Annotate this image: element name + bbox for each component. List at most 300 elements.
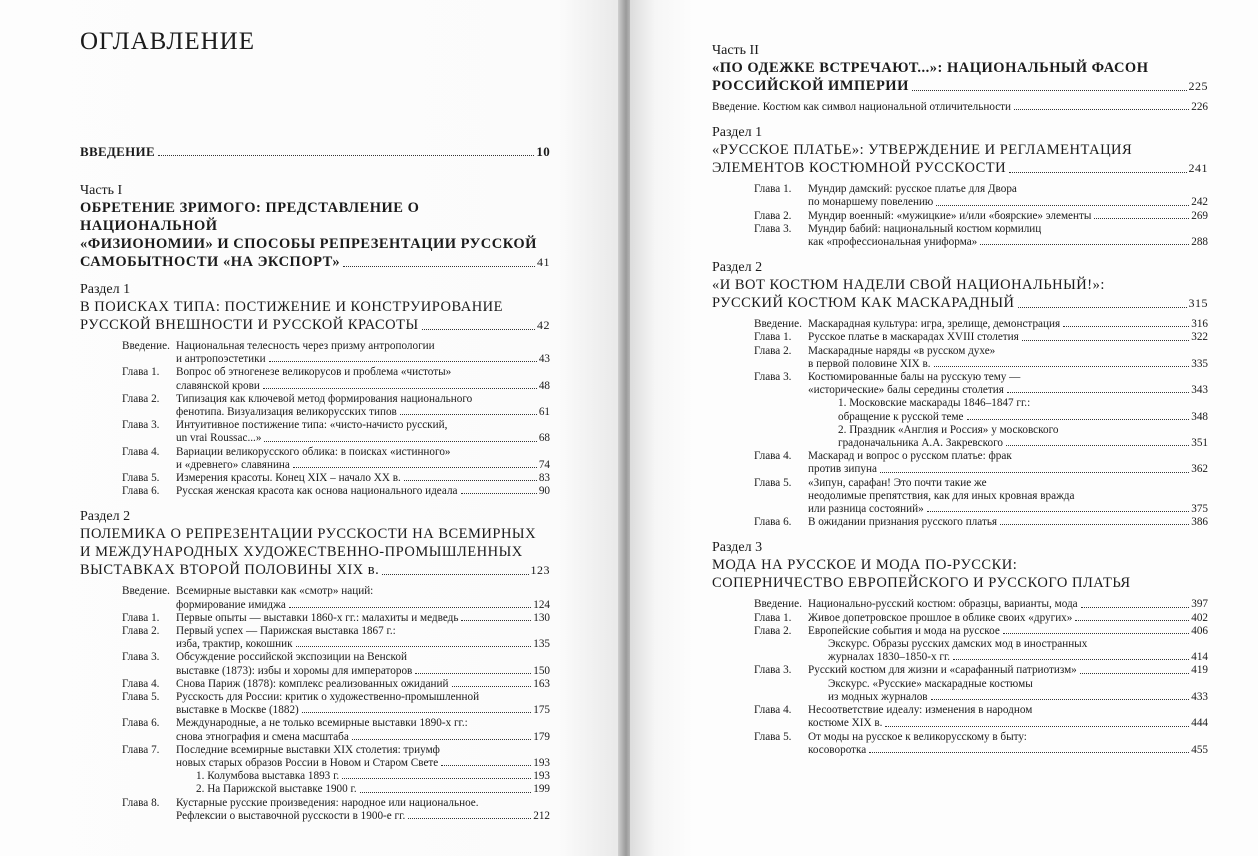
toc-line	[808, 196, 1208, 209]
entry-body	[176, 691, 550, 717]
entry-text: РУССКОЙ ВНЕШНОСТИ И РУССКОЙ КРАСОТЫ	[80, 317, 419, 333]
entry-text: Введение. Костюм как символ национальной отличительности	[712, 101, 1012, 113]
leader-dots	[1014, 109, 1189, 110]
entry-text: Русское платье в маскарадах XVIII столетия	[808, 331, 1019, 344]
entry-label: Введение.	[122, 340, 170, 352]
entry-label: Глава 5.	[754, 476, 792, 489]
entry-body	[176, 393, 550, 419]
page-number: 175	[533, 704, 550, 717]
entry-label	[122, 770, 176, 783]
leader-dots	[441, 765, 531, 766]
entry-body	[176, 340, 550, 366]
toc-line	[838, 411, 1208, 424]
part-2	[712, 42, 1208, 114]
entry-text: в первой половине XIX в.	[808, 357, 931, 370]
toc-line	[176, 757, 550, 770]
leader-dots	[1081, 607, 1190, 608]
leader-dots	[352, 739, 531, 740]
page-number: 10	[536, 144, 550, 159]
entry-label: Глава 5.	[754, 730, 792, 743]
entry-text: От моды на русское к великорусскому в быту:	[808, 730, 1027, 743]
toc-line	[808, 318, 1208, 331]
entry-label: Глава 6.	[122, 717, 160, 730]
leader-dots	[302, 712, 531, 713]
entry-text: против зипуна	[808, 463, 877, 476]
leader-dots	[934, 366, 1190, 367]
heading-line: «И ВОТ КОСТЮМ НАДЕЛИ СВОЙ НАЦИОНАЛЬНЫЙ!»:	[712, 277, 1105, 294]
entry-label: Глава 3.	[122, 651, 160, 664]
entry-body	[808, 345, 1208, 371]
page-number: 406	[1191, 624, 1208, 637]
toc-entry[interactable]	[754, 331, 1208, 344]
entry-label: Введение.	[122, 585, 170, 598]
entry-body	[808, 731, 1208, 757]
entry-text: Снова Париж (1878): комплекс реализованных ожиданий	[176, 677, 449, 690]
section-heading[interactable]	[712, 556, 1208, 592]
toc-line	[176, 353, 550, 366]
entry-text: Последние всемирные выставки XIX столетия: триумф	[176, 743, 440, 756]
leader-dots	[461, 493, 537, 494]
entry-text: Костюмированные балы на русскую тему —	[808, 371, 1021, 384]
leader-dots	[422, 329, 535, 330]
entry-text: Вопрос об этногенезе великорусов и проблема «чистоты»	[176, 366, 452, 379]
entry-label: Глава 6.	[122, 485, 160, 498]
leader-dots	[404, 480, 537, 481]
page-number: 343	[1191, 384, 1208, 397]
entry-label: Глава 3.	[754, 222, 792, 235]
leader-dots	[980, 244, 1189, 245]
entry-label: Глава 4.	[122, 677, 160, 690]
entry-text: Экскурс. «Русские» маскарадные костюмы	[828, 677, 1033, 690]
entry-label: Глава 8.	[122, 796, 160, 809]
entry-text: фенотипа. Визуализация великорусских типов	[176, 406, 397, 419]
page-number: 402	[1191, 611, 1208, 624]
entry-text: снова этнография и смена масштаба	[176, 730, 349, 743]
page-number: 123	[530, 563, 550, 578]
entry-body	[176, 612, 550, 625]
entry-body	[808, 331, 1208, 344]
page-number: 335	[1191, 357, 1208, 370]
toc-entry[interactable]	[754, 345, 1208, 371]
entry-text: градоначальника А.А. Закревского	[838, 437, 1003, 450]
entry-text: Живое допетровское прошлое в облике своих «других»	[808, 611, 1073, 624]
entry-body	[808, 612, 1208, 625]
entry-body	[808, 678, 1208, 704]
toc-entry[interactable]	[122, 691, 550, 717]
heading-line: И МЕЖДУНАРОДНЫХ ХУДОЖЕСТВЕННО-ПРОМЫШЛЕННЫХ	[80, 544, 523, 561]
entry-text: Европейские события и мода на русское	[808, 624, 1000, 637]
entry-body	[176, 446, 550, 472]
leader-dots	[296, 646, 532, 647]
section	[712, 124, 1208, 249]
entry-text: новых старых образов России в Новом и Старом Свете	[176, 757, 439, 770]
entry-label: Введение.	[754, 598, 802, 611]
toc-entry[interactable]	[122, 366, 550, 392]
leader-dots	[289, 607, 531, 608]
toc-entry[interactable]	[754, 183, 1208, 209]
entry-label: Глава 7.	[122, 743, 160, 756]
toc-entry[interactable]	[122, 717, 550, 743]
toc-entry[interactable]	[122, 472, 550, 485]
toc-line	[808, 384, 1208, 397]
toc-line	[712, 294, 1208, 312]
page-number: 42	[537, 318, 550, 332]
entry-body	[808, 424, 1208, 450]
entry-label	[754, 397, 808, 423]
toc-subentry[interactable]	[754, 397, 1208, 423]
entry-list	[122, 585, 550, 823]
toc-line	[176, 612, 550, 625]
entry-label: Глава 5.	[122, 472, 160, 485]
entry-body	[176, 783, 550, 796]
entry-body	[176, 797, 550, 823]
toc-entry[interactable]	[122, 678, 550, 691]
toc-line	[176, 459, 550, 472]
section-label: Раздел 1	[80, 282, 131, 297]
toc-line	[176, 810, 550, 823]
toc-line	[176, 380, 550, 393]
entry-text: Мундир бабий: национальный костюм кормилиц	[808, 222, 1042, 235]
toc-entry[interactable]	[122, 419, 550, 445]
entry-text: по монаршему повелению	[808, 196, 934, 209]
entry-text: косоворотка	[808, 743, 867, 756]
toc-entry[interactable]	[122, 797, 550, 823]
toc-entry[interactable]	[754, 477, 1208, 517]
toc-entry[interactable]	[754, 664, 1208, 677]
toc-line	[808, 210, 1208, 223]
page-number: 68	[538, 432, 550, 445]
toc-line	[828, 651, 1208, 664]
entry-text: славянской крови	[176, 379, 260, 392]
entry-text: Мундир военный: «мужицкие» и/или «боярские» элементы	[808, 209, 1092, 222]
entry-label: Введение.	[754, 318, 802, 331]
entry-text: из модных журналов	[828, 690, 928, 703]
leader-dots	[912, 90, 1187, 91]
toc-entry[interactable]	[754, 516, 1208, 529]
page-number: 397	[1191, 598, 1208, 611]
entry-body	[808, 664, 1208, 677]
page-number: 193	[533, 757, 550, 770]
heading-line: МОДА НА РУССКОЕ И МОДА ПО-РУССКИ:	[712, 557, 1018, 574]
entry-label: Глава 1.	[754, 611, 792, 624]
section-label: Раздел 1	[712, 125, 763, 141]
toc-entry[interactable]	[754, 210, 1208, 223]
toc-line	[712, 574, 1208, 592]
toc-intro[interactable]	[80, 144, 550, 160]
heading-line: В ПОИСКАХ ТИПА: ПОСТИЖЕНИЕ И КОНСТРУИРОВАНИЕ	[80, 299, 504, 315]
toc-line	[176, 472, 550, 485]
entry-body	[808, 183, 1208, 209]
entry-label: Глава 1.	[122, 366, 160, 379]
leader-dots	[264, 441, 536, 442]
toc-subentry[interactable]	[122, 783, 550, 796]
entry-label	[754, 678, 808, 704]
page-number: 199	[533, 783, 550, 796]
page-number: 41	[537, 255, 550, 269]
page-number: 414	[1191, 651, 1208, 664]
leader-dots	[880, 472, 1189, 473]
entry-text: Маскарадная культура: игра, зрелище, демонстрация	[808, 318, 1061, 331]
entry-label: Глава 2.	[754, 624, 792, 637]
leader-dots	[869, 752, 1189, 753]
toc-entry[interactable]	[754, 704, 1208, 730]
section-label: Раздел 2	[80, 509, 131, 525]
entry-text: РУССКИЙ КОСТЮМ КАК МАСКАРАДНЫЙ	[712, 295, 1015, 312]
toc-subentry[interactable]	[122, 770, 550, 783]
leader-dots	[342, 778, 531, 779]
entry-text: Всемирные выставки как «смотр» наций:	[176, 585, 374, 598]
entry-text: как «профессиональная униформа»	[808, 236, 978, 249]
toc-line	[808, 503, 1208, 516]
entry-body	[808, 638, 1208, 664]
toc-line	[808, 625, 1208, 638]
right-page	[630, 0, 1258, 856]
leader-dots	[885, 726, 1189, 727]
entry-text: «Зипун, сарафан! Это почти такие же	[808, 476, 987, 489]
part-intro[interactable]	[712, 101, 1208, 114]
entry-list	[754, 598, 1208, 756]
entry-body	[808, 516, 1208, 529]
entry-body	[808, 625, 1208, 638]
entry-body	[808, 450, 1208, 476]
entry-text: un vrai Roussac...»	[176, 432, 262, 445]
page-number: 348	[1191, 410, 1208, 423]
toc-line	[808, 612, 1208, 625]
toc-line	[80, 316, 550, 334]
part-1	[80, 182, 550, 271]
entry-text: или разница состояний»	[808, 503, 924, 516]
heading-line: «ПО ОДЕЖКЕ ВСТРЕЧАЮТ...»: НАЦИОНАЛЬНЫЙ ФАСОН	[712, 60, 1149, 76]
leader-dots	[269, 361, 537, 362]
page-number: 83	[538, 472, 550, 485]
heading-line: ОБРЕТЕНИЕ ЗРИМОГО: ПРЕДСТАВЛЕНИЕ О НАЦИОНАЛЬНОЙ	[80, 200, 420, 234]
entry-text: «исторические» балы середины столетия	[808, 384, 1004, 397]
leader-dots	[452, 686, 532, 687]
page-number: 362	[1191, 463, 1208, 476]
entry-label: Глава 4.	[122, 445, 160, 458]
page-number: 74	[538, 458, 550, 471]
page-number: 269	[1191, 209, 1208, 222]
leader-dots	[953, 659, 1189, 660]
leader-dots	[1007, 392, 1189, 393]
leader-dots	[1022, 340, 1189, 341]
entry-body	[808, 704, 1208, 730]
entry-label: Глава 3.	[754, 664, 792, 677]
leader-dots	[400, 414, 537, 415]
entry-text: Несоответствие идеалу: изменения в народном	[808, 704, 1033, 717]
entry-text: Русскость для России: критик о художественно-промышленной	[176, 691, 480, 704]
toc-entry[interactable]	[122, 393, 550, 419]
toc-line	[808, 664, 1208, 677]
page-number: 135	[533, 638, 550, 651]
page-number: 375	[1191, 503, 1208, 516]
leader-dots	[382, 574, 528, 575]
toc-entry[interactable]	[754, 612, 1208, 625]
leader-dots	[158, 155, 534, 156]
toc-entry[interactable]	[122, 585, 550, 611]
entry-body	[808, 371, 1208, 397]
leader-dots	[936, 205, 1189, 206]
entry-body	[808, 397, 1208, 423]
toc-subentry[interactable]	[754, 638, 1208, 664]
page-number: 351	[1191, 437, 1208, 450]
toc-entry[interactable]	[122, 651, 550, 677]
entry-label: Глава 6.	[754, 516, 792, 529]
leader-dots	[1063, 326, 1189, 327]
entry-text: Обсуждение российской экспозиции на Венской	[176, 651, 407, 664]
toc-line	[808, 331, 1208, 344]
section-label: Раздел 3	[712, 540, 763, 556]
entry-label: Глава 3.	[754, 371, 792, 384]
toc-line	[808, 516, 1208, 529]
leader-dots	[967, 419, 1190, 420]
toc-subentry[interactable]	[754, 424, 1208, 450]
toc-entry[interactable]	[754, 318, 1208, 331]
entry-text: 1. Московские маскарады 1846–1847 гг.:	[838, 397, 1031, 410]
leader-dots	[343, 266, 535, 267]
leader-dots	[293, 467, 537, 468]
entry-text: Экскурс. Образы русских дамских мод в иностранных	[828, 638, 1088, 651]
page-number: 130	[533, 611, 550, 624]
toc-line	[176, 406, 550, 419]
entry-body	[808, 598, 1208, 611]
toc-entry[interactable]	[122, 446, 550, 472]
entry-text: Вариации великорусского облика: в поисках «истинного»	[176, 445, 451, 458]
leader-dots	[1018, 307, 1187, 308]
entry-list	[754, 183, 1208, 249]
toc-entry[interactable]	[754, 371, 1208, 397]
toc-line	[176, 665, 550, 678]
entry-body	[176, 625, 550, 651]
leader-dots	[1080, 673, 1189, 674]
section-heading[interactable]	[80, 525, 550, 579]
toc-entry[interactable]	[754, 450, 1208, 476]
toc-line	[808, 598, 1208, 611]
entry-text: Первые опыты — выставки 1860-х гг.: малахиты и медведь	[176, 611, 459, 624]
part-label: Часть I	[80, 183, 123, 198]
toc-line	[838, 437, 1208, 450]
toc-line	[196, 783, 550, 796]
entry-text: журналах 1830–1850-х гг.	[828, 651, 951, 664]
page-number: 444	[1191, 717, 1208, 730]
part-heading[interactable]	[80, 199, 550, 271]
toc-entry[interactable]	[754, 223, 1208, 249]
page-number: 212	[533, 809, 550, 822]
toc-entry[interactable]	[122, 485, 550, 498]
toc-entry[interactable]	[122, 340, 550, 366]
entry-text: 2. На Парижской выставке 1900 г.	[196, 783, 357, 796]
leader-dots	[1075, 620, 1189, 621]
entry-text: Русский костюм для жизни и «сарафанный патриотизм»	[808, 664, 1077, 677]
toc-line	[176, 638, 550, 651]
entry-text: 1. Колумбова выставка 1893 г.	[196, 770, 340, 783]
entry-body	[176, 585, 550, 611]
entry-text: Измерения красоты. Конец XIX – начало XX в.	[176, 472, 401, 485]
entry-text: неодолимые препятствия, как для иных кровная вражда	[808, 489, 1075, 502]
toc-entry[interactable]	[122, 612, 550, 625]
entry-text: Рефлексии о выставочной русскости в 1900-е гг.	[176, 809, 406, 822]
entry-body	[176, 472, 550, 485]
toc-line	[176, 704, 550, 717]
leader-dots	[1003, 633, 1189, 634]
page-number: 315	[1188, 296, 1208, 311]
section	[712, 259, 1208, 529]
leader-dots	[263, 388, 537, 389]
page-number: 322	[1191, 331, 1208, 344]
leader-dots	[461, 620, 531, 621]
toc-entry[interactable]	[754, 625, 1208, 638]
leader-dots	[927, 511, 1190, 512]
entry-label: Глава 4.	[754, 704, 792, 717]
entry-body	[808, 210, 1208, 223]
entry-label: Глава 1.	[754, 331, 792, 344]
toc-line	[808, 744, 1208, 757]
entry-text: и антропоэстетики	[176, 353, 266, 366]
left-page	[0, 0, 622, 856]
toc-entry[interactable]	[754, 731, 1208, 757]
leader-dots	[415, 673, 531, 674]
entry-label: Глава 1.	[754, 183, 792, 196]
page-number: 193	[533, 770, 550, 783]
section-heading[interactable]	[80, 298, 550, 334]
entry-label: Глава 5.	[122, 691, 160, 704]
entry-body	[176, 651, 550, 677]
entry-text: выставке в Москве (1882)	[176, 704, 299, 717]
entry-body	[176, 744, 550, 770]
toc-subentry[interactable]	[754, 678, 1208, 704]
entry-text: костюме XIX в.	[808, 717, 883, 730]
leader-dots	[1000, 524, 1189, 525]
toc-line	[176, 599, 550, 612]
section-heading[interactable]	[712, 141, 1208, 177]
leader-dots	[408, 818, 531, 819]
entry-body	[808, 223, 1208, 249]
entry-text: ЭЛЕМЕНТОВ КОСТЮМНОЙ РУССКОСТИ	[712, 160, 1007, 177]
entry-text: Маскарадные наряды «в русском духе»	[808, 344, 996, 357]
entry-text: Маскарад и вопрос о русском платье: фрак	[808, 450, 1012, 463]
toc-entry[interactable]	[122, 744, 550, 770]
toc-line	[808, 236, 1208, 249]
entry-text: ВЫСТАВКАХ ВТОРОЙ ПОЛОВИНЫ XIX в.	[80, 562, 380, 579]
toc-entry[interactable]	[122, 625, 550, 651]
entry-body	[176, 717, 550, 743]
page-number: 48	[538, 379, 550, 392]
section	[80, 508, 550, 823]
page-number: 225	[1188, 79, 1208, 93]
entry-list	[122, 340, 550, 498]
entry-text: и «древнего» славянина	[176, 458, 290, 471]
entry-text: Международные, а не только всемирные выставки 1890-х гг.:	[176, 717, 468, 730]
page-number: 61	[538, 406, 550, 419]
toc-entry[interactable]	[754, 598, 1208, 611]
page-number: 455	[1191, 743, 1208, 756]
entry-text: Национальная телесность через призму антропологии	[176, 340, 435, 352]
entry-label: Глава 2.	[122, 392, 160, 405]
entry-text: Национально-русский костюм: образцы, варианты, мода	[808, 598, 1078, 611]
page-number: 163	[533, 677, 550, 690]
toc-line	[176, 678, 550, 691]
entry-body	[176, 419, 550, 445]
section	[80, 281, 550, 498]
part-heading[interactable]	[712, 59, 1208, 95]
entry-text: изба, трактир, кокошник	[176, 638, 293, 651]
entry-label: Глава 4.	[754, 450, 792, 463]
leader-dots	[1009, 172, 1186, 173]
page-number: 288	[1191, 236, 1208, 249]
toc-line	[176, 731, 550, 744]
page-number: 124	[533, 598, 550, 611]
section-heading[interactable]	[712, 276, 1208, 312]
